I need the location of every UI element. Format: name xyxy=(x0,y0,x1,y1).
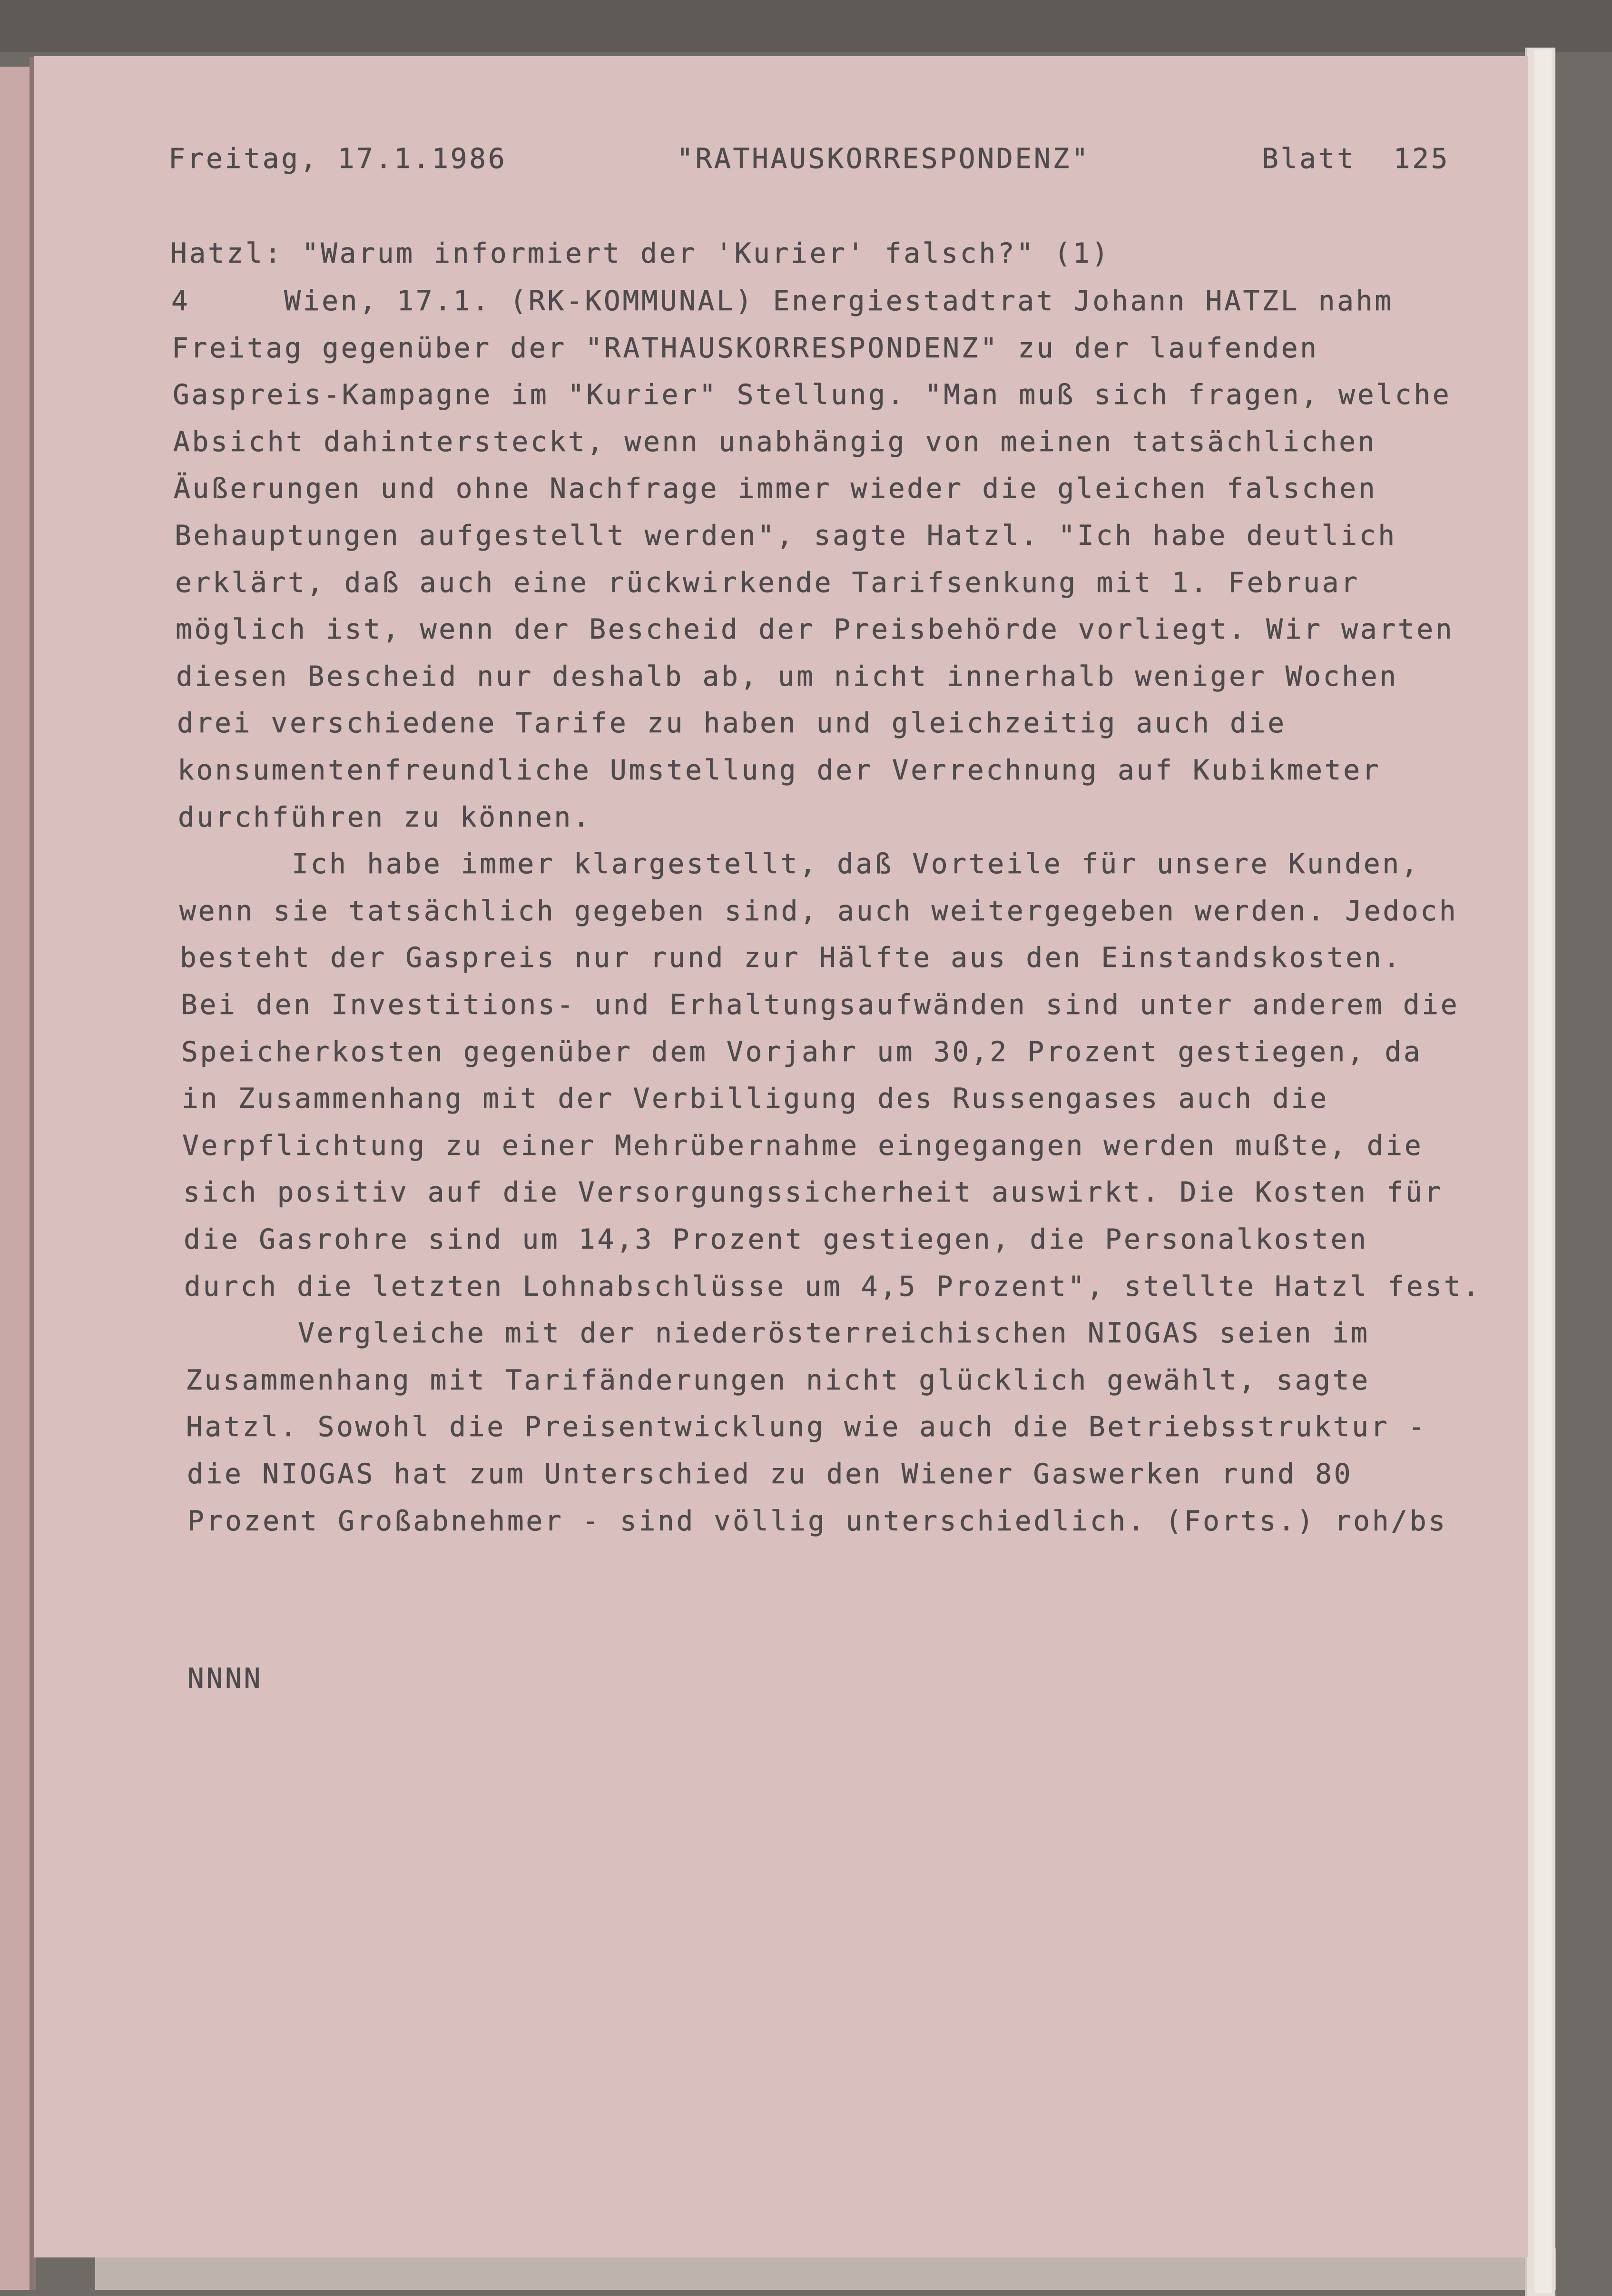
document-page xyxy=(34,56,1528,2257)
header-date: Freitag, 17.1.1986 xyxy=(168,142,507,175)
body-line: Bei den Investitions- und Erhaltungsaufwänden sind unter anderem die xyxy=(181,988,1460,1021)
body-line: durch die letzten Lohnabschlüsse um 4,5 Prozent", stellte Hatzl fest. xyxy=(184,1270,1482,1302)
body-line: Speicherkosten gegenüber dem Vorjahr um 30,2 Prozent gestiegen, da xyxy=(181,1035,1423,1068)
end-mark: NNNN xyxy=(187,1662,263,1695)
body-line: diesen Bescheid nur deshalb ab, um nicht innerhalb weniger Wochen xyxy=(176,660,1398,692)
article-headline: Hatzl: "Warum informiert der 'Kurier' falsch?" (1) xyxy=(170,237,1111,269)
body-line: Prozent Großabnehmer - sind völlig unterschiedlich. (Forts.) roh/bs xyxy=(187,1505,1447,1537)
body-line: durchführen zu können. xyxy=(178,801,592,833)
body-line: drei verschiedene Tarife zu haben und gleichzeitig auch die xyxy=(177,707,1287,739)
body-line: Ich habe immer klargestellt, daß Vorteile für unsere Kunden, xyxy=(179,847,1420,880)
body-line: sich positiv auf die Versorgungssicherheit auswirkt. Die Kosten für xyxy=(183,1176,1443,1208)
body-line: erklärt, daß auch eine rückwirkende Tarifsenkung mit 1. Februar xyxy=(175,566,1360,599)
body-line: Behauptungen aufgestellt werden", sagte Hatzl. "Ich habe deutlich xyxy=(175,519,1397,552)
background-top xyxy=(0,0,1612,52)
body-line: Absicht dahintersteckt, wenn unabhängig von meinen tatsächlichen xyxy=(173,425,1377,458)
body-line: konsumentenfreundliche Umstellung der Verrechnung auf Kubikmeter xyxy=(177,754,1381,786)
body-line: Gaspreis-Kampagne im "Kurier" Stellung. "Man muß sich fragen, welche xyxy=(173,378,1452,411)
page-stack-edge-inner xyxy=(1534,49,1552,2293)
body-line: möglich ist, wenn der Bescheid der Preisbehörde vorliegt. Wir warten xyxy=(176,613,1455,645)
body-line: die Gasrohre sind um 14,3 Prozent gestiegen, die Personalkosten xyxy=(184,1223,1368,1255)
body-line: Verpflichtung zu einer Mehrübernahme eingegangen werden mußte, die xyxy=(182,1129,1424,1162)
body-line: Freitag gegenüber der "RATHAUSKORRESPONDENZ" zu der laufenden xyxy=(172,332,1319,364)
body-line: die NIOGAS hat zum Unterschied zu den Wiener Gaswerken rund 80 xyxy=(187,1458,1353,1490)
body-line: besteht der Gaspreis nur rund zur Hälfte aus den Einstandskosten. xyxy=(180,941,1402,974)
body-line: Zusammenhang mit Tarifänderungen nicht glücklich gewählt, sagte xyxy=(186,1364,1370,1396)
previous-page-edge xyxy=(0,67,31,2290)
body-line: Äußerungen und ohne Nachfrage immer wieder die gleichen falschen xyxy=(174,472,1377,504)
body-line: in Zusammenhang mit der Verbilligung des Russengases auch die xyxy=(182,1082,1329,1114)
body-line: Hatzl. Sowohl die Preisentwicklung wie auch die Betriebsstruktur - xyxy=(186,1410,1427,1443)
header-publication: "RATHAUSKORRESPONDENZ" xyxy=(677,142,1091,175)
body-line: wenn sie tatsächlich gegeben sind, auch weitergegeben werden. Jedoch xyxy=(179,895,1458,927)
body-line: 4 Wien, 17.1. (RK-KOMMUNAL) Energiestadtrat Johann HATZL nahm xyxy=(171,285,1394,317)
body-line: Vergleiche mit der niederösterreichischen NIOGAS seien im xyxy=(185,1317,1370,1349)
header-sheet-number: Blatt 125 xyxy=(1262,142,1450,175)
